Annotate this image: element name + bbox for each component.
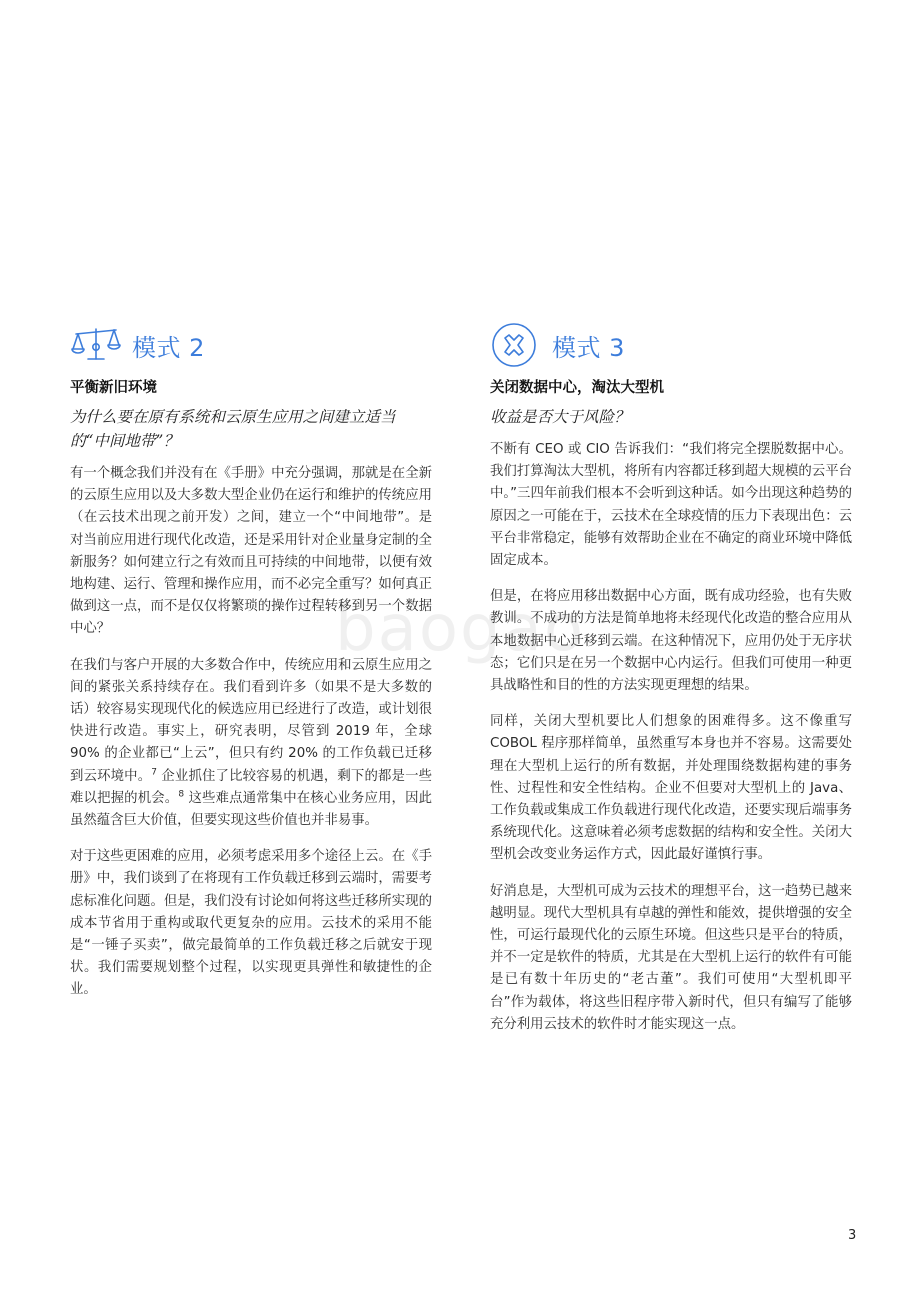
- pattern-2-paragraph-1: 有一个概念我们并没有在《手册》中充分强调，那就是在全新的云原生应用以及大多数大型企业仍在运行和维护的传统应用（在云技术出现之前开发）之间，建立一个“中间地带”。是对当前应用进行现代化改造，还是采用针对企业量身定制的全新服务？如何建立行之有效而且可持续的中间地带，以便有效地构建、运行、管理和操作应用，而不必完全重写？如何真正做到这一点，而不是仅仅将繁琐的操作过程转移到另一个数据中心？: [70, 466, 432, 637]
- pattern-2-paragraph-2c: 这些难点通常集中在核心业务应用，因此虽然蕴含巨大价值，但要实现这些价值也并非易事。: [70, 790, 432, 829]
- page-number: 3: [848, 1228, 857, 1243]
- pattern-3-paragraph-3: 同样，关闭大型机要比人们想象的困难得多。这不像重写 COBOL 程序那样简单，虽然重写本身也并不容易。这需要处理在大型机上运行的所有数据，并处理围绕数据构建的事务性、过程性和安全性结构。企业不但要对大型机上的 Java、工作负载或集成工作负载进行现代化改造，还要实现后端事务系统现代化。这意味着必须考虑数据的结构和安全性。关闭大型机会改变业务运作方式，因此最好谨慎行事。: [490, 714, 852, 863]
- pattern-3-question: 收益是否大于风险？: [490, 408, 630, 426]
- footnote-8: 8: [178, 789, 185, 800]
- pattern-3-section: [490, 320, 852, 1050]
- balance-scale-icon: [70, 321, 122, 369]
- watermark: baogao: [335, 592, 585, 666]
- pattern-3-paragraph-2: 但是，在将应用移出数据中心方面，既有成功经验，也有失败教训。不成功的方法是简单地将未经现代化改造的整合应用从本地数据中心迁移到云端。在这种情况下，应用仍处于无序状态；它们只是在另一个数据中心内运行。但我们可使用一种更具战略性和目的性的方法实现更理想的结果。: [490, 589, 852, 694]
- pattern-2-header: [70, 320, 432, 370]
- pattern-3-header: [490, 320, 852, 370]
- pattern-2-subtitle: 平衡新旧环境: [70, 380, 157, 396]
- pattern-2-paragraph-2a: 在我们与客户开展的大多数合作中，传统应用和云原生应用之间的紧张关系持续存在。我们看到许多（如果不是大多数的话）较容易实现现代化的候选应用已经进行了改造，或计划很快进行改造。事实上，研究表明，尽管到 2019 年，全球 90% 的企业都已“上云”，但只有约 20% 的工作负载已迁移到云环境中。: [70, 657, 432, 784]
- footnote-7: 7: [151, 767, 157, 778]
- pattern-2-paragraph-2: [70, 655, 432, 833]
- close-circle-icon: [490, 321, 540, 369]
- pattern-2-paragraph-3: 对于这些更困难的应用，必须考虑采用多个途径上云。在《手册》中，我们谈到了在将现有工作负载迁移到云端时，需要考虑标准化问题。但是，我们没有讨论如何将这些迁移所实现的成本节省用于重构或取代更复杂的应用。云技术的采用不能是“一锤子买卖”，做完最简单的工作负载迁移之后就安于现状。我们需要规划整个过程，以实现更具弹性和敏捷性的企业。: [70, 849, 432, 998]
- pattern-2-title: 模式 2: [132, 333, 205, 362]
- pattern-2-question: 为什么要在原有系统和云原生应用之间建立适当的“中间地带”？: [70, 408, 396, 450]
- pattern-3-subtitle: 关闭数据中心，淘汰大型机: [490, 380, 664, 396]
- pattern-3-paragraph-4: 好消息是，大型机可成为云技术的理想平台，这一趋势已越来越明显。现代大型机具有卓越的弹性和能效，提供增强的安全性，可运行最现代化的云原生环境。但这些只是平台的特质，并不一定是软件的特质，尤其是在大型机上运行的软件有可能是已有数十年历史的“老古董”。我们可使用“大型机即平台”作为载体，将这些旧程序带入新时代，但只有编写了能够充分利用云技术的软件时才能实现这一点。: [490, 883, 852, 1032]
- pattern-2-section: [70, 320, 432, 1016]
- pattern-3-title: 模式 3: [552, 333, 625, 362]
- pattern-2-paragraph-2b: 企业抓住了比较容易的机遇，剩下的都是一些难以把握的机会。: [70, 768, 432, 806]
- pattern-3-paragraph-1: 不断有 CEO 或 CIO 告诉我们：“我们将完全摆脱数据中心。我们打算淘汰大型机，将所有内容都迁移到超大规模的云平台中。”三四年前我们根本不会听到这种话。如今出现这种趋势的原因之一可能在于，云技术在全球疫情的压力下表现出色：云平台非常稳定，能够有效帮助企业在不确定的商业环境中降低固定成本。: [490, 442, 852, 569]
